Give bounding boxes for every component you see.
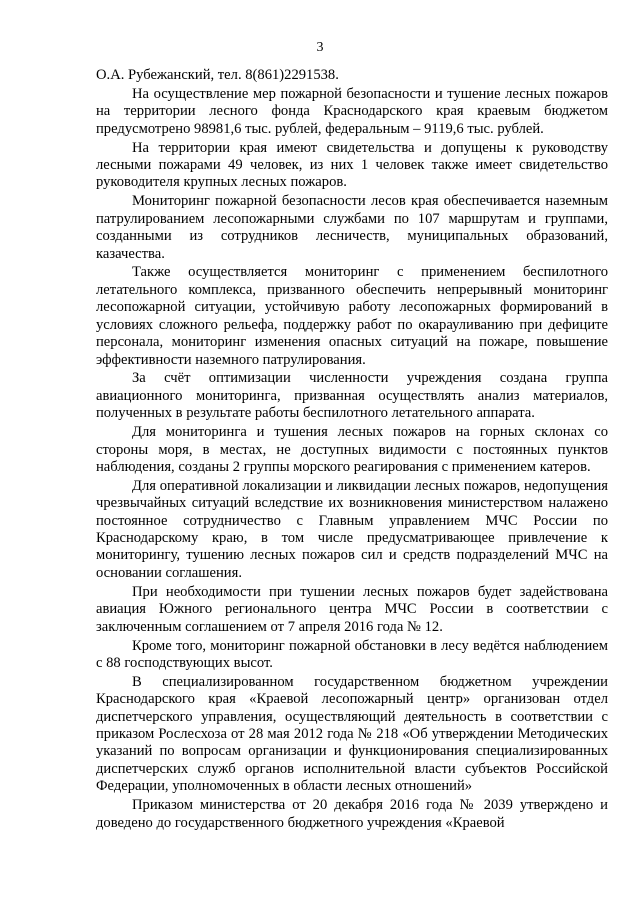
paragraph-certified-staff: На территории края имеют свидетельства и допущены к руководству лесными пожарами 49 человек, из них 1 человек также имеет свидетельство руководителя крупных лесных пожаров. — [96, 139, 608, 191]
page-number: 3 — [316, 40, 324, 55]
paragraph-aviation-group: За счёт оптимизации численности учреждения создана группа авиационного мониторинга, призванная осуществлять анализ материалов, полученных в результате работы беспилотного летательного аппарата. — [96, 370, 608, 422]
paragraph-marine-groups: Для мониторинга и тушения лесных пожаров на горных склонах со стороны моря, в местах, не доступных видимости с постоянных пунктов наблюдения, созданы 2 группы морского реагирования с применением катеров. — [96, 424, 608, 475]
paragraph-mchs-cooperation: Для оперативной локализации и ликвидации лесных пожаров, недопущения чрезвычайных ситуаций вследствие их возникновения министерством налажено постоянное сотрудничество с Главным управлением МЧС России по Краснодарскому краю, в том числе предусматривающее привлечение к мониторингу, тушению лесных пожаров сил и средств подразделений МЧС на основании соглашения. — [96, 477, 608, 581]
document-body — [96, 67, 608, 833]
paragraph-funding: На осуществление мер пожарной безопасности и тушение лесных пожаров на территории лесного фонда Краснодарского края краевым бюджетом предусмотрено 98981,6 тыс. рублей, федеральным – 9119,6 тыс. рублей. — [96, 85, 608, 137]
paragraph-drone-monitoring: Также осуществляется мониторинг с применением беспилотного летательного комплекса, призванного обеспечить непрерывный мониторинг лесопожарной ситуации, устойчивую работу лесопожарных формирований в условиях сложного рельефа, поддержку работ по окарауливанию при дефиците персонала, мониторинг изменения опасных ситуаций на пожаре, повышение эффективности наземного патрулирования. — [96, 264, 608, 368]
paragraph-observation-points: Кроме того, мониторинг пожарной обстановки в лесу ведётся наблюдением с 88 господствующих высот. — [96, 637, 608, 671]
paragraph-ministry-order: Приказом министерства от 20 декабря 2016 года № 2039 утверждено и доведено до государственного бюджетного учреждения «Краевой — [96, 797, 608, 831]
paragraph-ground-patrol: Мониторинг пожарной безопасности лесов края обеспечивается наземным патрулированием лесопожарными службами по 107 маршрутам и группами, созданными из сотрудников лесничеств, муниципальных образований, казачества. — [96, 193, 608, 262]
paragraph-aviation-agreement: При необходимости при тушении лесных пожаров будет задействована авиация Южного регионального центра МЧС России в соответствии с заключенным соглашением от 7 апреля 2016 года № 12. — [96, 583, 608, 635]
paragraph-dispatch-department: В специализированном государственном бюджетном учреждении Краснодарского края «Краевой лесопожарный центр» организован отдел диспетчерского управления, осуществляющий деятельность в соответствии с приказом Рослесхоза от 28 мая 2012 года № 218 «Об утверждении Методических указаний по вопросам организации и функционирования специализированных диспетчерских служб органов исполнительной власти субъектов Российской Федерации, уполномоченных в области лесных отношений» — [96, 673, 608, 795]
contact-line: О.А. Рубежанский, тел. 8(861)2291538. — [96, 67, 339, 83]
